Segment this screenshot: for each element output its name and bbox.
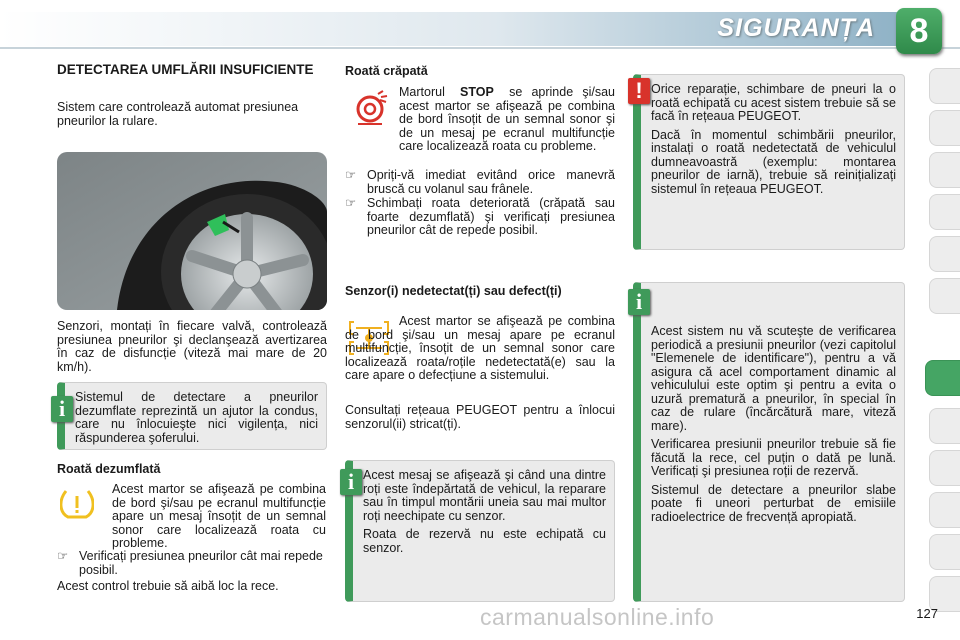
- puncture-body: se aprinde şi/sau acest martor se afişează pe combina de bord însoțit de un semnal sonor şi de un mesaj pe ecranul multifuncție care localizează roata cu probleme.: [399, 85, 615, 153]
- page-title: SIGURANȚA: [717, 14, 875, 42]
- bullet-text: Schimbați roata deteriorată (crăpată sau foarte dezumflată) şi verificați presiunea pneurilor cât de repede posibil.: [367, 196, 615, 237]
- hand-pointer-icon: ☞: [345, 196, 357, 210]
- puncture-warning-icon: [350, 88, 390, 128]
- chapter-tab[interactable]: [929, 194, 960, 230]
- info-box-wheel-removed: [345, 460, 615, 602]
- hand-pointer-icon: ☞: [57, 549, 69, 563]
- info-box-text: Sistemul de detectare a pneurilor dezumflate reprezintă un ajutor la condus, care nu înlocuieşte nici vigilența, nici răspunderea şoferului.: [75, 390, 318, 445]
- chapter-tab[interactable]: [929, 278, 960, 314]
- flat-tyre-text: Acest martor se afişează pe combina de bord şi/sau pe ecranul multifuncție apare un mesaj însoțit de un semnal sonor care localizează roata cu probleme.: [112, 482, 326, 550]
- info-icon: i: [51, 396, 73, 422]
- chapter-tab-strip: [926, 68, 960, 608]
- chapter-tab-active[interactable]: [925, 360, 960, 396]
- chapter-tab[interactable]: [929, 450, 960, 486]
- puncture-title: Roată crăpată: [345, 64, 428, 78]
- info-box-driving-aid: [57, 382, 327, 450]
- flat-tyre-bullet: [57, 550, 327, 577]
- bullet-text: Opriți-vă imediat evitând orice manevră bruscă cu volanul sau frânele.: [367, 168, 615, 196]
- intro-text: Sistem care controlează automat presiunea pneurilor la rulare.: [57, 100, 299, 128]
- chapter-tab[interactable]: [929, 408, 960, 444]
- puncture-prefix: Martorul: [399, 85, 445, 99]
- info-box-text: Roata de rezervă nu este echipată cu senzor.: [363, 527, 606, 555]
- watermark: carmanualsonline.info: [480, 604, 715, 630]
- info-box-text: Sistemul de detectare a pneurilor slabe poate fi uneori perturbat de emisiile radioelectrice de frecvență apropiată.: [651, 482, 896, 524]
- puncture-text: [399, 86, 615, 154]
- info-box-pressure-check: [633, 282, 905, 602]
- sensor-consult-text: Consultați rețeaua PEUGEOT pentru a înlocui senzorul(ii) stricat(ți).: [345, 403, 615, 431]
- sensor-fault-title: Senzor(i) nedetectat(ți) sau defect(ți): [345, 284, 562, 298]
- info-icon: i: [628, 289, 650, 315]
- warning-box-repairs: [633, 74, 905, 250]
- low-pressure-warning-icon: [60, 487, 94, 521]
- sensor-description: Senzori, montați în fiecare valvă, controlează presiunea pneurilor şi declanşează avertizarea în caz de disfuncție (viteză mai mare de 20 km/h).: [57, 319, 327, 374]
- flat-tyre-title: Roată dezumflată: [57, 462, 161, 476]
- sensor-fault-text: Acest martor se afişează pe combina de bord şi/sau un mesaj apare pe ecranul multifuncție, însoțit de un semnal sonor care localizează roata/roțile nedetectată(e) sau la care apare o defecțiune a sistemului.: [345, 314, 615, 382]
- chapter-badge: 8: [896, 8, 942, 54]
- warning-box-text: Orice reparație, schimbare de pneuri la o roată echipată cu acest sistem trebuie să se facă în rețeaua PEUGEOT.: [651, 82, 896, 123]
- chapter-tab[interactable]: [929, 236, 960, 272]
- chapter-tab[interactable]: [929, 534, 960, 570]
- chapter-tab[interactable]: [929, 492, 960, 528]
- puncture-bullet-1: [345, 169, 615, 196]
- chapter-tab[interactable]: [929, 110, 960, 146]
- flat-tyre-note: Acest control trebuie să aibă loc la rece.: [57, 579, 279, 593]
- bullet-text: Verificați presiunea pneurilor cât mai repede posibil.: [79, 549, 323, 577]
- info-box-text: Verificarea presiunii pneurilor trebuie să fie făcută la rece, cel puțin o dată pe lună. Verificați şi presiunea roții de rezervă.: [651, 437, 896, 478]
- stop-label: STOP: [460, 85, 494, 99]
- tyre-valve-photo: [57, 152, 327, 310]
- info-box-text: Acest sistem nu vă scuteşte de verificarea periodică a presiunii pneurilor (vezi capitolul "Elemenele de identificare"), pentru a vă asigura că acel comportament dinamic al vehiculului este optim şi pentru a evita o uzură prematură a pneurilor, în special în caz de rulare (încărcătură mare, viteză mare).: [651, 324, 896, 433]
- warning-icon: !: [628, 78, 650, 104]
- page-number: 127: [916, 606, 938, 621]
- section-title: DETECTAREA UMFLĂRII INSUFICIENTE: [57, 62, 314, 77]
- chapter-tab[interactable]: [929, 152, 960, 188]
- warning-box-text: Dacă în momentul schimbării pneurilor, instalați o roată nedetectată de vehiculul dumneavoastră (exemplu: montarea pneurilor de iarnă), trebuie să reinițializați sistemul în rețeaua PEUGEOT.: [651, 127, 896, 196]
- info-box-text: Acest mesaj se afişează şi când una dintre roți este îndepărtată de vehicul, la reparare sau în timpul montării uneia sau mai multor roți neechipate cu senzor.: [363, 468, 606, 523]
- puncture-bullet-2: [345, 197, 615, 238]
- chapter-tab[interactable]: [929, 68, 960, 104]
- hand-pointer-icon: ☞: [345, 168, 357, 182]
- info-icon: i: [340, 469, 362, 495]
